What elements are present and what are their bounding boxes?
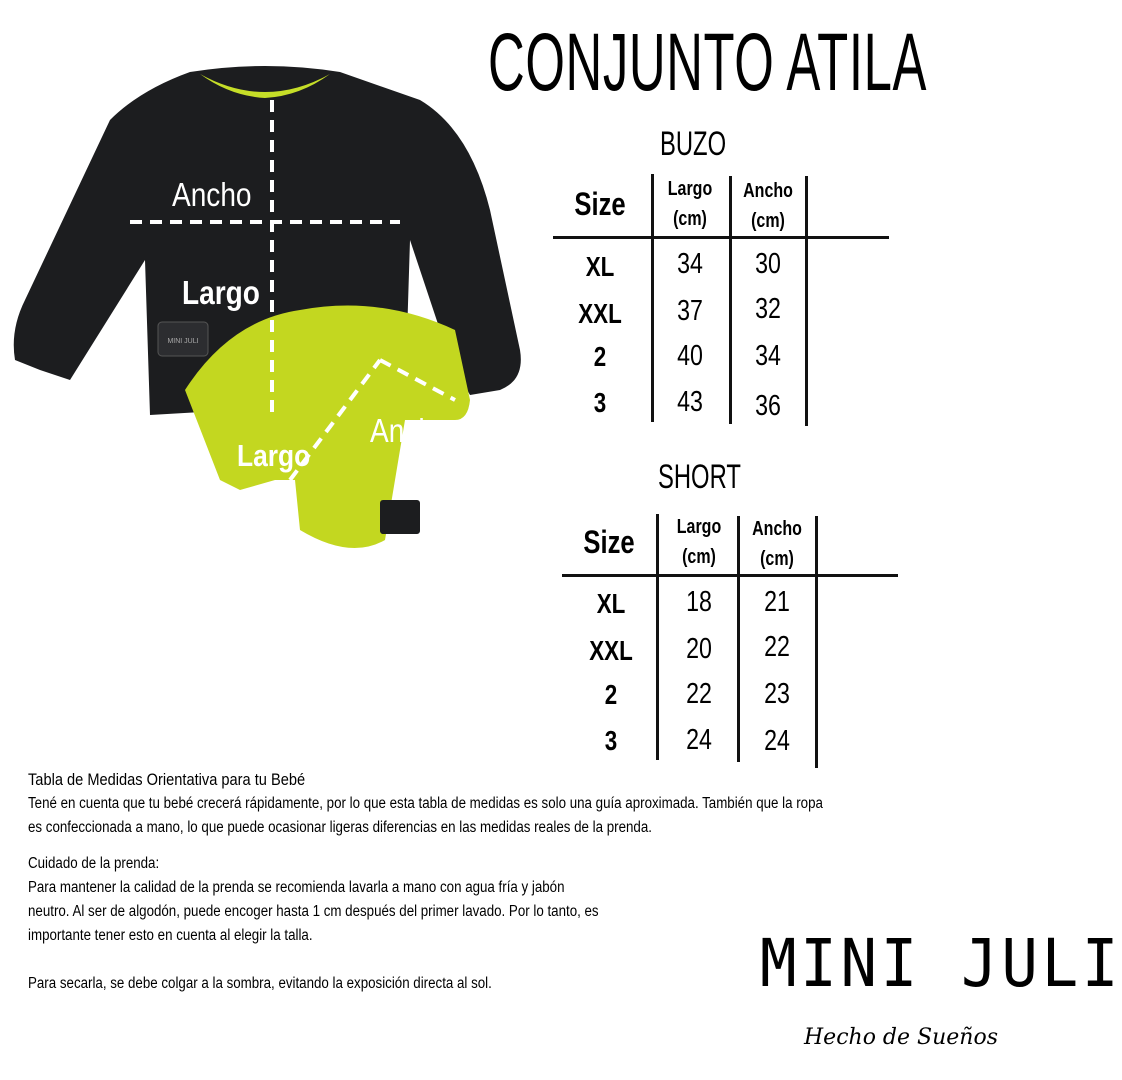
- buzo-header-rule: [553, 236, 889, 239]
- brand-logo: [760, 925, 1122, 1065]
- care-title: Cuidado de la prenda:: [28, 855, 160, 872]
- page-title: CONJUNTO ATILA: [488, 17, 928, 108]
- size-guide-title: Tabla de Medidas Orientativa para tu Bebé: [28, 770, 306, 789]
- buzo-size-cell: XXL: [578, 298, 622, 329]
- sweater-tag-text: MINI JULI: [167, 338, 199, 345]
- sweater-ancho-label: Ancho: [172, 176, 252, 213]
- buzo-largo-cell: 43: [677, 386, 703, 418]
- buzo-col-divider: [805, 176, 808, 426]
- short-col-divider: [737, 516, 740, 762]
- short-size-cell: 2: [604, 679, 618, 710]
- buzo-header-ancho: Ancho: [743, 180, 793, 202]
- short-header-ancho-unit: (cm): [760, 548, 794, 570]
- buzo-ancho-cell: 36: [755, 390, 781, 422]
- buzo-largo-cell: 37: [677, 295, 703, 327]
- short-largo-label: Largo: [237, 438, 311, 473]
- short-largo-cell: 24: [686, 724, 712, 756]
- buzo-col-divider: [651, 174, 654, 422]
- short-title: SHORT: [658, 458, 741, 496]
- buzo-header-largo: Largo: [667, 178, 713, 200]
- buzo-title: BUZO: [660, 125, 727, 163]
- size-guide-text: es confeccionada a mano, lo que puede ocasionar ligeras diferencias en las medidas reales de la prenda.: [28, 819, 652, 836]
- buzo-header-size: Size: [574, 186, 626, 222]
- buzo-ancho-cell: 32: [755, 293, 781, 325]
- short-ancho-cell: 22: [764, 631, 790, 663]
- buzo-largo-cell: 40: [677, 340, 703, 372]
- short-header-largo: Largo: [676, 516, 722, 538]
- care-text: Para mantener la calidad de la prenda se recomienda lavarla a mano con agua fría y jabón: [28, 879, 565, 896]
- short-ancho-label: Ancho: [370, 412, 450, 449]
- short-largo-cell: 22: [686, 678, 712, 710]
- short-size-cell: 3: [604, 725, 618, 756]
- short-size-cell: XL: [596, 588, 626, 619]
- care-text: neutro. Al ser de algodón, puede encoger hasta 1 cm después del primer lavado. Por lo tanto, es: [28, 903, 599, 920]
- short-largo-cell: 20: [686, 633, 712, 665]
- short-largo-cell: 18: [686, 586, 712, 618]
- buzo-ancho-cell: 30: [755, 248, 781, 280]
- brand-tagline: Hecho de Sueños: [804, 1025, 998, 1050]
- short-header-largo-unit: (cm): [682, 546, 716, 568]
- buzo-largo-cell: 34: [677, 248, 703, 280]
- size-guide-text: Tené en cuenta que tu bebé crecerá rápidamente, por lo que esta tabla de medidas es solo una guía aproximada. También que la ropa: [28, 795, 823, 812]
- garment-illustration: [0, 60, 540, 580]
- buzo-header-largo-unit: (cm): [673, 208, 707, 230]
- buzo-size-cell: 3: [593, 387, 607, 418]
- drying-text: Para secarla, se debe colgar a la sombra, evitando la exposición directa al sol.: [28, 975, 492, 992]
- buzo-col-divider: [729, 176, 732, 424]
- short-header-ancho: Ancho: [752, 518, 802, 540]
- short-header-size: Size: [583, 524, 635, 560]
- short-ancho-cell: 21: [764, 586, 790, 618]
- buzo-ancho-cell: 34: [755, 340, 781, 372]
- brand-name: MINI JULI: [760, 925, 1122, 1002]
- short-col-divider: [815, 516, 818, 768]
- short-ancho-cell: 24: [764, 725, 790, 757]
- care-text: importante tener esto en cuenta al elegir la talla.: [28, 927, 313, 944]
- buzo-header-ancho-unit: (cm): [751, 210, 785, 232]
- short-header-rule: [562, 574, 898, 577]
- sweater-largo-label: Largo: [182, 274, 260, 311]
- short-ancho-cell: 23: [764, 678, 790, 710]
- short-size-cell: XXL: [589, 635, 633, 666]
- buzo-size-cell: 2: [593, 341, 607, 372]
- short-col-divider: [656, 514, 659, 760]
- buzo-size-cell: XL: [585, 251, 615, 282]
